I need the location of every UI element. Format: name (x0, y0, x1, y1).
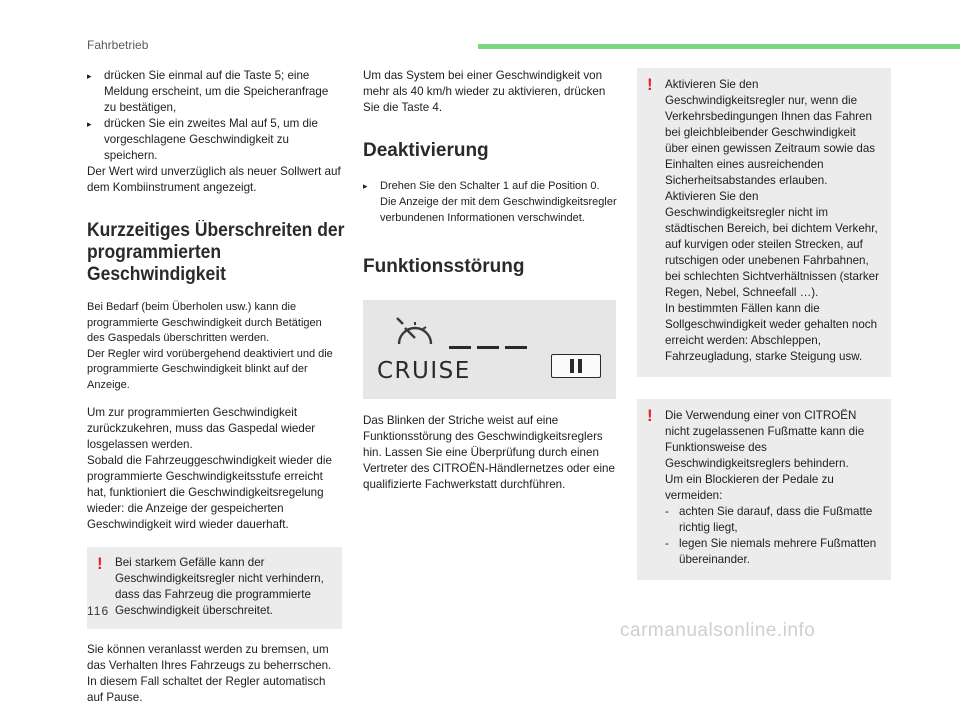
list-item (87, 116, 342, 164)
warning-text: Aktivieren Sie den Geschwindigkeitsregler nicht im städtischen Bereich, bei dichtem Verkehr, auf kurvigen oder steilen Strecken, auf rutschigen oder unebenen Fahrbahnen, bei schlechten Sichtverhältnissen (starker Regen, Nebel, Schneefall …). (665, 190, 879, 299)
list-item: - achten Sie darauf, dass die Fußmatte richtig liegt, (665, 505, 873, 534)
triangle-bullet-icon: ▸ (87, 71, 92, 81)
column-middle (363, 68, 618, 493)
section-title: Fahrbetrieb (87, 38, 149, 52)
exclamation-icon: ! (647, 406, 653, 425)
list-item (87, 68, 342, 116)
section-heading: Kurzzeitiges Überschreiten der programmierten Geschwindigkeit (87, 220, 345, 285)
list-item: - legen Sie niemals mehrere Fußmatten übereinander. (665, 537, 877, 566)
paragraph: Das Blinken der Striche weist auf eine Funktionsstörung des Geschwindigkeitsreglers hin. Lassen Sie eine Überprüfung durch einen Vertreter des CITROËN-Händlernetzes oder eine qualifizierte Fachwerkstatt durchführen. (363, 414, 615, 491)
warning-box (87, 547, 342, 629)
column-left (87, 68, 345, 706)
list-item-text: achten Sie darauf, dass die Fußmatte richtig liegt, (679, 505, 873, 534)
section-accent-bar (478, 44, 960, 49)
exclamation-icon: ! (97, 554, 103, 573)
list-item (363, 178, 618, 226)
paragraph: Der Wert wird unverzüglich als neuer Sollwert auf dem Kombiinstrument angezeigt. (87, 165, 341, 194)
paragraph: Bei Bedarf (beim Überholen usw.) kann die programmierte Geschwindigkeit durch Betätigen des Gaspedals überschritten werden. (87, 301, 322, 344)
bullet-text: Drehen Sie den Schalter 1 auf die Position 0. Die Anzeige der mit dem Geschwindigkeitsregler verbundenen Informationen verschwindet. (380, 180, 617, 224)
warning-box (637, 68, 891, 377)
paragraph: Sobald die Fahrzeuggeschwindigkeit wieder die programmierte Geschwindigkeitsstufe erreicht hat, funktioniert die Geschwindigkeitsregelung wieder: die Anzeige der gespeicherten Geschwindigkeit wird wieder dauerhaft. (87, 454, 332, 531)
cruise-display-illustration (363, 300, 616, 399)
paragraph: Der Regler wird vorübergehend deaktiviert und die programmierte Geschwindigkeit blinkt auf der Anzeige. (87, 347, 333, 391)
triangle-bullet-icon: ▸ (363, 181, 368, 191)
warning-text: Aktivieren Sie den Geschwindigkeitsregler nur, wenn die Verkehrsbedingungen Ihnen das Fahren bei gleichbleibender Geschwindigkeit über einen gewissen Zeitraum sowie das Einhalten eines ausreichenden Sicherheitsabstandes erlauben. (665, 78, 876, 187)
section-heading: Funktionsstörung (363, 256, 525, 277)
paragraph: Um das System bei einer Geschwindigkeit von mehr als 40 km/h wieder zu aktivieren, drücken Sie die Taste 4. (363, 69, 606, 114)
list-item-text: legen Sie niemals mehrere Fußmatten übereinander. (679, 537, 877, 566)
warning-box (637, 399, 891, 580)
warning-text: Bei starkem Gefälle kann der Geschwindigkeitsregler nicht verhindern, dass das Fahrzeug die programmierte Geschwindigkeit überschreitet. (115, 556, 324, 617)
bullet-text: drücken Sie einmal auf die Taste 5; eine Meldung erscheint, um die Speicheranfrage zu bestätigen, (104, 69, 329, 114)
triangle-bullet-icon: ▸ (87, 119, 92, 129)
section-heading: Deaktivierung (363, 140, 489, 161)
page-number: 116 (87, 604, 110, 618)
watermark: carmanualsonline.info (620, 620, 816, 641)
blinking-dashes (449, 336, 527, 354)
warning-text: Die Verwendung einer von CITROËN nicht zugelassenen Fußmatte kann die Funktionsweise des Geschwindigkeitsreglers behindern. (665, 409, 865, 470)
warning-text: Um ein Blockieren der Pedale zu vermeiden: (665, 473, 834, 502)
paragraph: Sie können veranlasst werden zu bremsen, um das Verhalten Ihres Fahrzeugs zu beherrschen. (87, 643, 332, 672)
pause-icon (551, 354, 601, 378)
column-right (637, 68, 891, 580)
cruise-label: CRUISE (377, 358, 471, 384)
exclamation-icon: ! (647, 75, 653, 94)
speedometer-icon (393, 314, 437, 350)
bullet-text: drücken Sie ein zweites Mal auf 5, um die vorgeschlagene Geschwindigkeit zu speichern. (104, 117, 318, 162)
warning-text: In bestimmten Fällen kann die Sollgeschwindigkeit weder gehalten noch erreicht werden: Abschleppen, Fahrzeugladung, starke Steigung usw. (665, 302, 878, 363)
paragraph: In diesem Fall schaltet der Regler automatisch auf Pause. (87, 675, 326, 704)
paragraph: Um zur programmierten Geschwindigkeit zurückzukehren, muss das Gaspedal wieder losgelassen werden. (87, 406, 316, 451)
